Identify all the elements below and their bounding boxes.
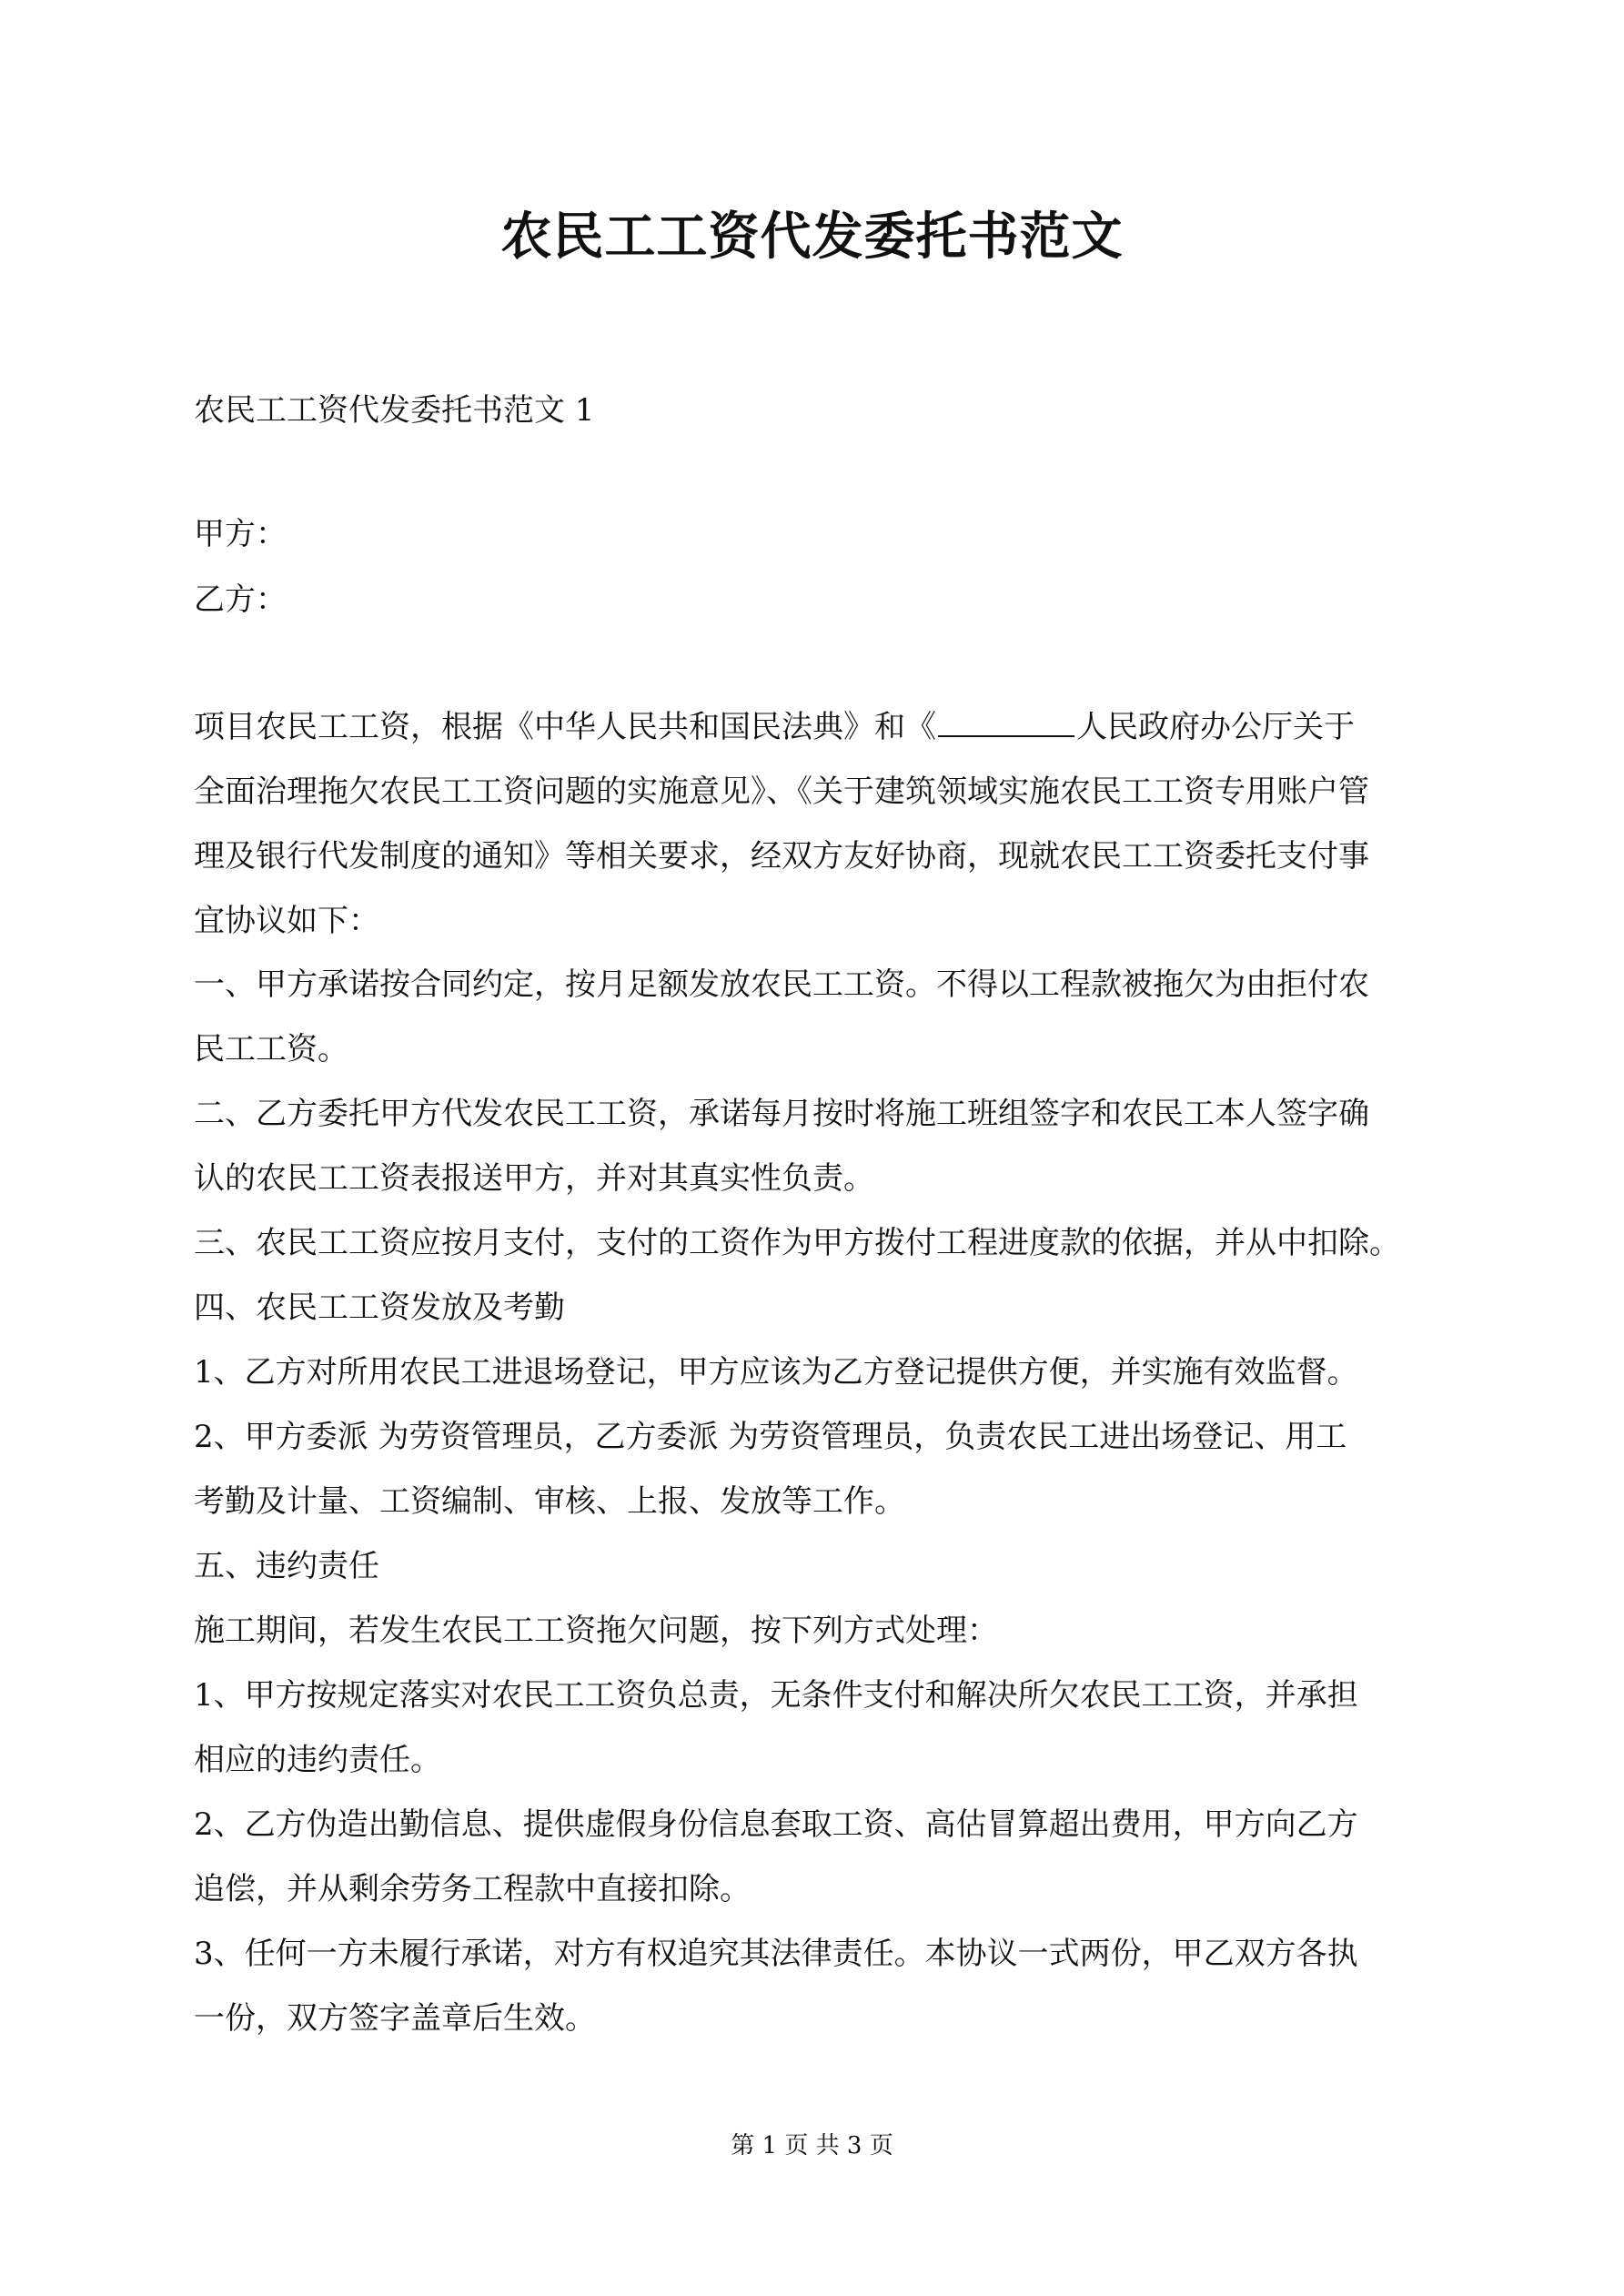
clause-5-item-2-line-1: 2、乙方伪造出勤信息、提供虚假身份信息套取工资、高估冒算超出费用，甲方向乙方 xyxy=(194,1806,1358,1843)
clause-5-item-3-line-1: 3、任何一方未履行承诺，对方有权追究其法律责任。本协议一式两份，甲乙双方各执 xyxy=(194,1936,1358,1972)
party-b-label: 乙方： xyxy=(194,582,287,618)
intro-line-4: 宜协议如下： xyxy=(194,903,379,939)
intro-line-3: 理及银行代发制度的通知》等相关要求，经双方友好协商，现就农民工工资委托支付事 xyxy=(194,838,1369,875)
intro-line-1-part-a: 项目农民工工资，根据《中华人民共和国民法典》和《 xyxy=(194,709,936,745)
clause-5-item-1-line-2: 相应的违约责任。 xyxy=(194,1742,441,1778)
party-a-label: 甲方： xyxy=(194,516,287,552)
section-subtitle: 农民工工资代发委托书范文 1 xyxy=(194,392,595,429)
clause-4-heading: 四、农民工工资发放及考勤 xyxy=(194,1290,565,1326)
intro-line-1 xyxy=(194,705,1355,749)
clause-2-line-2: 认的农民工工资表报送甲方，并对其真实性负责。 xyxy=(194,1160,874,1197)
clause-5-item-3-line-2: 一份，双方签字盖章后生效。 xyxy=(194,2000,596,2037)
intro-line-1-part-b: 人民政府办公厅关于 xyxy=(1076,709,1355,745)
clause-4-item-2-line-1: 2、甲方委派 为劳资管理员，乙方委派 为劳资管理员，负责农民工进出场登记、用工 xyxy=(194,1419,1347,1455)
document-title: 农民工工资代发委托书范文 xyxy=(500,207,1124,267)
clause-5-intro: 施工期间，若发生农民工工资拖欠问题，按下列方式处理： xyxy=(194,1613,998,1649)
intro-line-2: 全面治理拖欠农民工工资问题的实施意见》、《关于建筑领域实施农民工工资专用账户管 xyxy=(194,774,1369,810)
clause-2-line-1: 二、乙方委托甲方代发农民工工资，承诺每月按时将施工班组签字和农民工本人签字确 xyxy=(194,1096,1369,1132)
page-footer: 第 1 页 共 3 页 xyxy=(731,2132,893,2159)
clause-4-item-1: 1、乙方对所用农民工进退场登记，甲方应该为乙方登记提供方便，并实施有效监督。 xyxy=(194,1354,1358,1391)
clause-5-item-2-line-2: 追偿，并从剩余劳务工程款中直接扣除。 xyxy=(194,1871,751,1907)
clause-3-line-1: 三、农民工工资应按月支付，支付的工资作为甲方拨付工程进度款的依据，并从中扣除。 xyxy=(194,1225,1400,1261)
blank-underline xyxy=(938,708,1074,737)
clause-1-line-1: 一、甲方承诺按合同约定，按月足额发放农民工工资。不得以工程款被拖欠为由拒付农 xyxy=(194,966,1369,1003)
clause-5-item-1-line-1: 1、甲方按规定落实对农民工工资负总责，无条件支付和解决所欠农民工工资，并承担 xyxy=(194,1677,1358,1714)
clause-5-heading: 五、违约责任 xyxy=(194,1548,379,1584)
clause-4-item-2-line-2: 考勤及计量、工资编制、审核、上报、发放等工作。 xyxy=(194,1483,905,1520)
clause-1-line-2: 民工工资。 xyxy=(194,1031,348,1067)
